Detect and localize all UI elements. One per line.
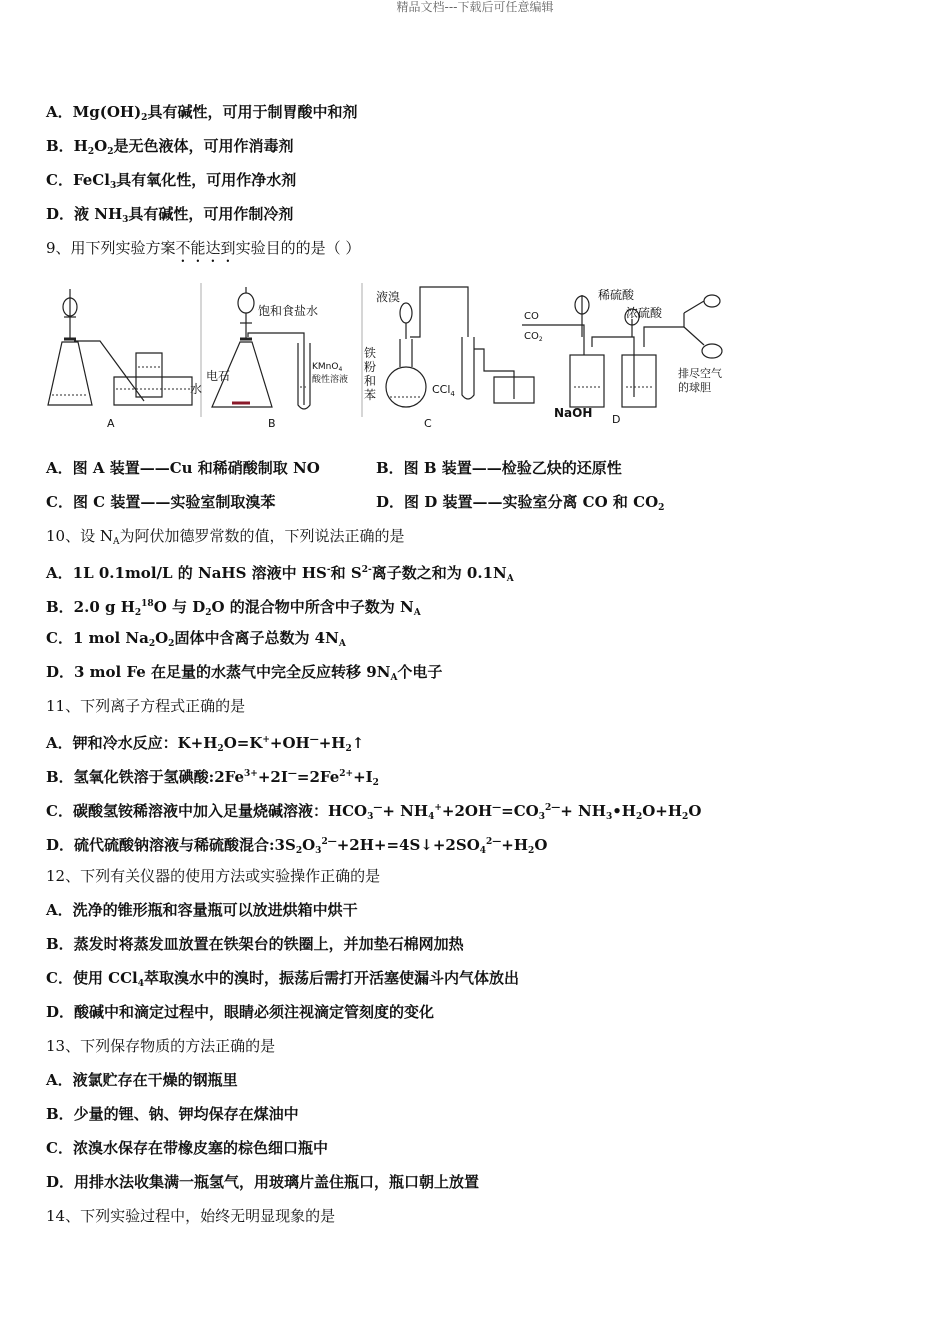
q10-option-b: B．2.0 g $H_2^{18}O$ 与 $D_2O$ 的混合物中所含中子数为 $N_A$ — [46, 598, 421, 618]
q10-option-d: D．3 mol Fe 在足量的水蒸气中完全反应转移 $9N_A$个电子 — [46, 663, 443, 683]
label-kmno4: KMnO$_4$ — [312, 362, 343, 373]
q8-option-d: D．液 $NH_3$具有碱性，可用作制冷剂 — [46, 205, 294, 225]
label-c: C — [424, 417, 432, 430]
label-iron-4: 苯 — [364, 388, 377, 402]
label-iron-3: 和 — [364, 374, 377, 388]
q13-stem: 13、下列保存物质的方法正确的是 — [46, 1037, 276, 1055]
apparatus-a — [48, 289, 192, 405]
q9-option-b: B．图 B 装置——检验乙炔的还原性 — [376, 459, 622, 477]
q12-option-a: A．洗净的锥形瓶和容量瓶可以放进烘箱中烘干 — [46, 901, 358, 919]
label-brine: 饱和食盐水 — [258, 304, 319, 318]
q13-option-d: D．用排水法收集满一瓶氢气，用玻璃片盖住瓶口，瓶口朝上放置 — [46, 1173, 480, 1191]
q8-option-b: B．$H_2O_2$是无色液体，可用作消毒剂 — [46, 137, 294, 157]
page-header: 精品文档---下载后可任意编辑 — [396, 0, 554, 14]
q12-option-d: D．酸碱中和滴定过程中，眼睛必须注视滴定管刻度的变化 — [46, 1003, 435, 1021]
q8-option-c: C．FeCl$_3$具有氧化性，可用作净水剂 — [46, 171, 297, 191]
label-iron-2: 粉 — [364, 360, 377, 374]
label-water: 水 — [190, 382, 203, 396]
q13-option-c: C．浓溴水保存在带橡皮塞的棕色细口瓶中 — [46, 1139, 328, 1157]
q11-option-a: A．钾和冷水反应：$K+H_2O=K^++OH^—+H_2↑$ — [46, 734, 365, 754]
q12-option-b: B．蒸发时将蒸发皿放置在铁架台的铁圈上，并加垫石棉网加热 — [46, 935, 464, 953]
q10-option-c: C．1 mol $Na_2O_2$固体中含离子总数为 $4N_A$ — [46, 629, 346, 649]
label-conc-acid: 浓硫酸 — [626, 306, 663, 320]
q9-option-a: A．图 A 装置——Cu 和稀硝酸制取 NO — [46, 459, 320, 477]
label-ccl4: CCl$_4$ — [432, 383, 455, 398]
q8-option-a: A．$Mg(OH)_2$具有碱性，可用于制胃酸中和剂 — [46, 103, 358, 123]
label-naoh: NaOH — [554, 406, 593, 420]
label-b: B — [268, 417, 276, 430]
label-balloon-2: 的球胆 — [678, 381, 711, 394]
apparatus-diagram — [44, 277, 744, 432]
apparatus-figure — [44, 277, 744, 432]
q12-option-c: C．使用 CCl$_4$萃取溴水中的溴时，振荡后需打开活塞使漏斗内气体放出 — [46, 969, 520, 989]
label-co: CO — [524, 311, 539, 322]
q10-stem: 10、设 $N_A$为阿伏加德罗常数的值，下列说法正确的是 — [46, 527, 405, 547]
q11-option-b: B．氢氧化铁溶于氢碘酸$:2Fe^{3+}+2I^—=2Fe^{2+}+I_2$ — [46, 768, 379, 788]
label-iron-1: 铁 — [364, 346, 377, 360]
label-dilute-acid: 稀硫酸 — [598, 288, 635, 302]
label-d: D — [612, 413, 621, 426]
label-a: A — [107, 417, 115, 430]
q9-stem: 9、用下列实验方案不能达到实验目的的是（ ） — [46, 239, 361, 257]
label-carbide: 电石 — [206, 369, 231, 383]
q11-stem: 11、下列离子方程式正确的是 — [46, 697, 246, 715]
q12-stem: 12、下列有关仪器的使用方法或实验操作正确的是 — [46, 867, 381, 885]
label-kmno4-solution: 酸性溶液 — [312, 375, 349, 385]
apparatus-c — [386, 287, 534, 407]
q9-option-d: D．图 D 装置——实验室分离 CO 和 $CO_2$ — [376, 493, 665, 513]
q13-option-a: A．液氯贮存在干燥的钢瓶里 — [46, 1071, 238, 1089]
q14-stem: 14、下列实验过程中，始终无明显现象的是 — [46, 1207, 336, 1225]
q13-option-b: B．少量的锂、钠、钾均保存在煤油中 — [46, 1105, 299, 1123]
q9-option-c: C．图 C 装置——实验室制取溴苯 — [46, 493, 276, 511]
q11-option-d: D．硫代硫酸钠溶液与稀硫酸混合$:3S_2O_3^{2—}+2H+=4S↓+2SO_4^{2—}+H_2O$ — [46, 836, 548, 856]
label-balloon-1: 排尽空气 — [678, 367, 722, 380]
label-co2: $CO_2$ — [524, 331, 543, 343]
q11-option-c: C．碳酸氢铵稀溶液中加入足量烧碱溶液：$HCO_3^—+ NH_4^++2OH^—=CO_3^{2—}+$ $NH_3•H_2O+H_2O$ — [46, 802, 702, 822]
q10-option-a: A．1L 0.1mol/L 的 NaHS 溶液中 HS-和 $S^{2-}$离子数之和为 $0.1N_A$ — [46, 564, 514, 584]
label-bromine: 液溴 — [376, 290, 401, 304]
